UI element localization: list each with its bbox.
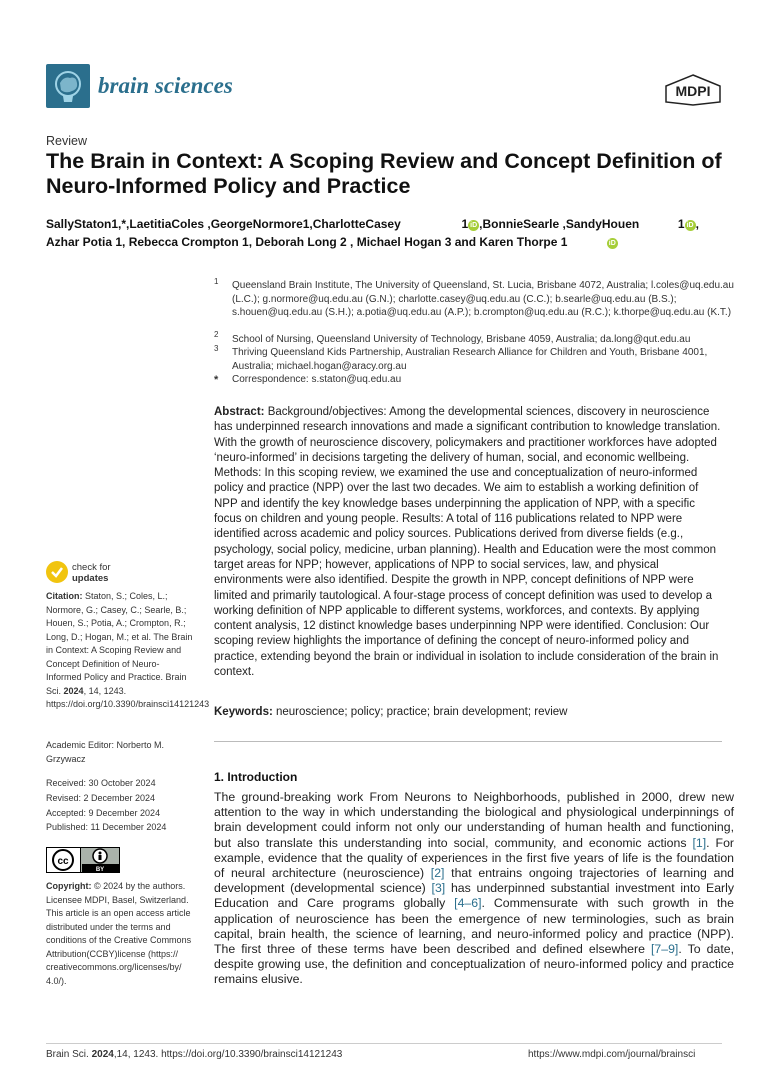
authors-line-1-end: ,BonnieSearle ,SandyHouen: [479, 217, 640, 231]
reference-link[interactable]: [4–6]: [454, 896, 482, 911]
citation: Citation: Staton, S.; Coles, L.; Normore, G.; Casey, C.; Searle, B.; Houen, S.; Potia, A.; Crompton, R.; Long, D.; Hogan, M.; et al. The Brain in Context: A Scoping Review and Concept Definition of Neuro-Informed Policy and Practice. Brain Sci. 2024, 14, 1243. https://doi.org/10.3390/brainsci14121243: [46, 591, 210, 709]
affiliation-3: Thriving Queensland Kids Partnership, Australian Research Alliance for Children and Youth, Brisbane 4001, Australia; michael.hogan@aracy.org.au: [232, 347, 708, 372]
orcid-icon[interactable]: iD: [686, 222, 694, 229]
divider: [214, 741, 722, 742]
introduction-paragraph: The ground-breaking work From Neurons to Neighborhoods, published in 2000, drew new attention to the way in which understanding the biological and physiological underpinnings of brain development could inform not only our understanding of human health and functioning, but also translate this understanding into social, community, and economic actions [1]. For example, evidence that the quality of experiences in the first five years of life is the foundation of neural architecture (neuroscience) [2] that entrains ongoing trajectories of learning and development (developmental science) [3] has underpinned substantial investment into Early Education and Care programs globally [4–6]. Commensurate with such growth in the application of neuroscience has been the emergence of new terminologies, such as brain capital, brain health, the science of learning, and neuro-informed policy and practice (NPP). The first three of these terms have been described and defined elsewhere [7–9]. To date, despite growing use, the definition and conceptualization of neuro-informed policy and practice remains elusive.: [214, 790, 735, 987]
mdpi-logo[interactable]: [664, 74, 722, 106]
authors-line-1: SallyStaton1,*,LaetitiaColes ,GeorgeNormore1,CharlotteCasey: [46, 217, 401, 231]
abstract: [214, 405, 724, 680]
orcid-icon[interactable]: iD: [470, 222, 478, 229]
affiliation-1: Queensland Brain Institute, The University of Queensland, St. Lucia, Brisbane 4072, Australia; l.coles@uq.edu.au (L.C.); g.normore@uq.edu.au (G.N.); charlotte.casey@uq.edu.au (C.C.); b.searle@uq.edu.au (B.S.); s.houen@uq.edu.au (S.H.); a.potia@uq.edu.au (A.P.); b.crompton@uq.edu.au (R.C.); k.thorpe@uq.edu.au (K.T.): [232, 280, 734, 318]
orcid-icon[interactable]: iD: [608, 240, 616, 247]
revised-date: Revised: 2 December 2024: [46, 792, 156, 803]
author-list: SallyStaton1,*,LaetitiaColes ,GeorgeNormore1,CharlotteCasey 1 iD ,BonnieSearle ,SandyHouen 1 iD , Azhar Potia 1, Rebecca Crompton 1, Deborah Long 2 , Michael Hogan 3 and Karen Thorpe 1 iD: [46, 217, 699, 249]
journal-logo-icon: [46, 64, 90, 108]
affiliation-2: School of Nursing, Queensland University of Technology, Brisbane 4059, Australia; da.long@qut.edu.au: [232, 334, 691, 345]
copyright-notice: Copyright: © 2024 by the authors. Licensee MDPI, Basel, Switzerland. This article is an open access article distributed under the terms and conditions of the Creative Commons Attribution(CCBY)license (https:// creativecommons.org/licenses/by/ 4.0/).: [46, 881, 192, 986]
check-updates-icon: [46, 561, 68, 583]
footer-journal-link[interactable]: https://www.mdpi.com/journal/brainsci: [528, 1049, 696, 1060]
article-title: The Brain in Context: A Scoping Review and Concept Definition of Neuro-Informed Policy and Practice: [46, 149, 722, 198]
section-heading: 1. Introduction: [214, 770, 298, 784]
svg-text:BY: BY: [95, 867, 105, 873]
abstract-text: Background/objectives: Among the developmental sciences, discovery in neuroscience has underpinned research innovations and made a significant contribution to knowledge translation. With the growth of neuroscience discovery, policymakers and practitioner workforces have adopted ‘neuro-informed’ in decisions targeting the delivery of human, social, and economic wellbeing. Methods: In this scoping review, we examined the use and conceptualization of neuro-informed policy and practice (NPP) over the last two decades. We aim to establish a working definition of NPP and identify the key knowledge bases underpinning the application of NPP, with a specific focus on children and young people. Results: A total of 116 publications related to NPP were identified across academic and policy sources. Publications derived from diverse fields (e.g., psychology, social policy, medicine, urban planning). Health and Education were the most common target areas for NPP; however, applications of NPP to social services, law, and physical environments were also identified. Despite the growth in NPP, concept definitions of NPP were limited and primarily tautological. A four-stage process of concept definition was used to develop a working definition of NPP applicable to different systems, workforces, and contexts. By applying content analysis, 12 distinct knowledge bases underpinning NPP were identified. Conclusion: Our scoping review highlights the importance of defining the concept of neuro-informed policy and practice, extending beyond the brain or individual in isolation to include consideration of the brain in context.: [214, 406, 721, 679]
keywords-text: neuroscience; policy; practice; brain development; review: [276, 706, 568, 718]
footer-citation: Brain Sci. 2024,14, 1243. https://doi.org/10.3390/brainsci14121243: [46, 1049, 343, 1060]
check-for-updates-button[interactable]: check for updates: [46, 561, 166, 587]
svg-text:cc: cc: [57, 856, 69, 867]
keywords-label: Keywords:: [214, 706, 273, 718]
received-date: Received: 30 October 2024: [46, 778, 156, 788]
correspondence: Correspondence: s.staton@uq.edu.au: [232, 374, 402, 385]
keywords: [214, 706, 724, 718]
published-date: Published: 11 December 2024: [46, 822, 167, 833]
cc-by-license-icon[interactable]: [46, 847, 120, 873]
reference-link[interactable]: [2]: [430, 866, 445, 881]
academic-editor: Academic Editor: Norberto M. Grzywacz: [46, 740, 165, 764]
authors-line-2: Azhar Potia 1, Rebecca Crompton 1, Deborah Long 2 , Michael Hogan 3 and Karen Thorpe 1: [46, 235, 568, 249]
publisher-name: MDPI: [675, 83, 711, 99]
abstract-label: Abstract:: [214, 406, 265, 418]
footer-divider: [46, 1043, 722, 1044]
reference-link[interactable]: [3]: [431, 881, 446, 896]
reference-link[interactable]: [7–9]: [651, 942, 679, 957]
publication-dates: [46, 776, 194, 835]
accepted-date: Accepted: 9 December 2024: [46, 807, 161, 818]
journal-name[interactable]: brain sciences: [98, 73, 233, 98]
article-type: Review: [46, 134, 87, 148]
reference-link[interactable]: [1]: [692, 835, 707, 850]
